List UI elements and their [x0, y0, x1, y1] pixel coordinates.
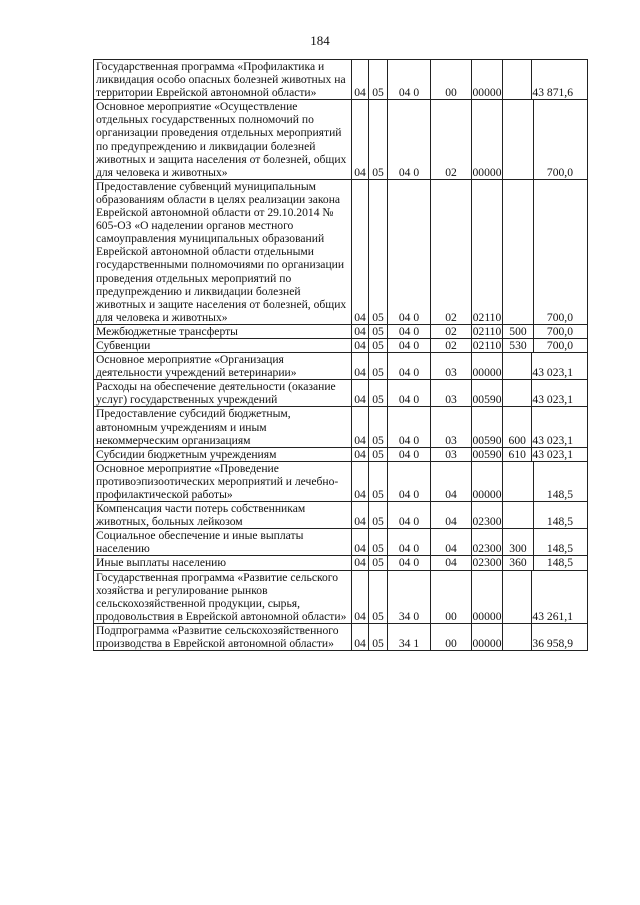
program-code: 04 0 — [388, 461, 431, 501]
expense-type-code — [503, 624, 532, 650]
subsection-code: 05 — [369, 623, 388, 650]
expense-type-code — [503, 60, 532, 99]
section-code: 04 — [352, 556, 369, 570]
expense-type-code — [503, 462, 534, 501]
row-description: Основное мероприятие «Организация деятельности учреждений ветеринарии» — [94, 353, 352, 380]
row-description: Подпрограмма «Развитие сельскохозяйственного производства в Еврейской автономной области» — [94, 623, 352, 650]
table-row — [94, 570, 588, 623]
row-description: Субвенции — [94, 338, 352, 352]
amount: 148,5 — [546, 488, 573, 501]
row-description: Предоставление субвенций муниципальным образованиям области в целях реализации закона Еврейской автономной области от 29.10.2014 № 605-ОЗ «О наделении органов местного самоуправления муниципальных образований Еврейской автономной области отдельными государственными полномочиями по организации проведения отдельных мероприятий по предупреждению и ликвидации болезней животных и защите населения от болезней, общих для человека и животных» — [94, 179, 352, 324]
activity-code: 00 — [431, 570, 472, 623]
amount: 700,0 — [546, 310, 573, 324]
section-code: 04 — [352, 179, 369, 324]
expense-type-code — [503, 571, 532, 623]
section-code: 04 — [352, 407, 369, 447]
program-code: 04 0 — [388, 380, 431, 407]
section-code: 04 — [352, 353, 369, 380]
row-description: Основное мероприятие «Проведение противоэпизоотических мероприятий и лечебно-профилактической работы» — [94, 461, 352, 501]
activity-code: 04 — [431, 502, 472, 529]
activity-code: 03 — [431, 380, 472, 407]
program-code: 04 0 — [388, 353, 431, 380]
amount: 700,0 — [546, 165, 573, 179]
expense-code: 00000 — [472, 461, 503, 501]
type-and-amount-cell — [503, 447, 588, 461]
subsection-code: 05 — [369, 461, 388, 501]
expense-code: 02110 — [472, 179, 503, 324]
table-row — [94, 529, 588, 556]
expense-type-code: 530 — [503, 339, 534, 352]
amount: 700,0 — [546, 324, 573, 338]
expense-type-code: 610 — [503, 448, 532, 461]
section-code: 04 — [352, 461, 369, 501]
expense-code: 00590 — [472, 407, 503, 447]
amount: 43 023,1 — [532, 447, 573, 461]
page-number: 184 — [310, 33, 330, 48]
section-code: 04 — [352, 502, 369, 529]
table-row — [94, 447, 588, 461]
row-description: Субсидии бюджетным учреждениям — [94, 447, 352, 461]
program-code: 34 0 — [388, 570, 431, 623]
row-description: Государственная программа «Профилактика и ликвидация особо опасных болезней животных на территории Еврейской автономной области» — [94, 60, 352, 100]
section-code: 04 — [352, 338, 369, 352]
table-row — [94, 380, 588, 407]
subsection-code: 05 — [369, 338, 388, 352]
type-and-amount-cell — [503, 529, 588, 556]
subsection-code: 05 — [369, 353, 388, 380]
expense-code: 00000 — [472, 623, 503, 650]
type-and-amount-cell — [503, 556, 588, 570]
program-code: 04 0 — [388, 324, 431, 338]
activity-code: 03 — [431, 407, 472, 447]
activity-code: 03 — [431, 447, 472, 461]
table-row — [94, 556, 588, 570]
expense-code: 00000 — [472, 60, 503, 100]
table-row — [94, 100, 588, 180]
expense-type-code: 300 — [503, 529, 534, 555]
row-description: Основное мероприятие «Осуществление отдельных государственных полномочий по организации проведения отдельных мероприятий по предупреждению и ликвидации болезней животных и защита населения от болезней, общих для человека и животных» — [94, 100, 352, 180]
section-code: 04 — [352, 324, 369, 338]
expense-code: 00590 — [472, 447, 502, 461]
section-code: 04 — [352, 380, 369, 407]
program-code: 04 0 — [388, 447, 431, 461]
row-description: Иные выплаты населению — [94, 556, 352, 570]
activity-code: 00 — [431, 623, 472, 650]
activity-code: 02 — [431, 324, 472, 338]
program-code: 34 1 — [388, 623, 431, 650]
activity-code: 02 — [431, 338, 472, 352]
table-row — [94, 324, 588, 338]
program-code: 04 0 — [388, 100, 431, 180]
section-code: 04 — [352, 60, 369, 100]
table-row — [94, 60, 588, 100]
program-code: 04 0 — [388, 60, 431, 100]
activity-code: 03 — [431, 353, 472, 380]
amount: 43 023,1 — [532, 393, 573, 407]
type-and-amount-cell — [503, 570, 588, 623]
row-description: Предоставление субсидий бюджетным, автономным учреждениям и иным некоммерческим организациям — [94, 407, 352, 447]
amount: 148,5 — [546, 515, 573, 529]
type-and-amount-cell — [503, 324, 588, 338]
amount: 43 023,1 — [532, 433, 573, 447]
activity-code: 00 — [431, 60, 472, 100]
section-code: 04 — [352, 447, 369, 461]
expense-type-code: 600 — [503, 407, 532, 446]
table-row — [94, 623, 588, 650]
subsection-code: 05 — [369, 100, 388, 180]
expense-code: 02110 — [472, 324, 502, 338]
activity-code: 04 — [431, 529, 472, 556]
amount: 36 958,9 — [532, 637, 573, 651]
row-description: Межбюджетные трансферты — [94, 324, 352, 338]
amount: 700,0 — [546, 338, 573, 352]
expense-type-code: 360 — [503, 556, 534, 569]
expense-type-code — [503, 180, 534, 324]
expense-type-code — [503, 502, 534, 528]
activity-code: 04 — [431, 556, 472, 570]
program-code: 04 0 — [388, 502, 431, 529]
table-row — [94, 502, 588, 529]
expense-code: 02110 — [472, 338, 502, 352]
type-and-amount-cell — [503, 502, 588, 529]
expense-type-code — [503, 100, 534, 179]
type-and-amount-cell — [503, 100, 588, 180]
type-and-amount-cell — [503, 60, 588, 100]
subsection-code: 05 — [369, 529, 388, 556]
budget-table — [93, 59, 588, 651]
subsection-code: 05 — [369, 324, 388, 338]
expense-type-code — [503, 353, 532, 379]
amount: 43 023,1 — [532, 366, 573, 380]
table-row — [94, 353, 588, 380]
program-code: 04 0 — [388, 338, 431, 352]
expense-code: 00000 — [472, 570, 503, 623]
activity-code: 02 — [431, 100, 472, 180]
table-row — [94, 461, 588, 501]
table-row — [94, 407, 588, 447]
subsection-code: 05 — [369, 407, 388, 447]
amount: 43 261,1 — [532, 609, 573, 623]
expense-code: 02300 — [472, 556, 502, 570]
type-and-amount-cell — [503, 380, 588, 407]
section-code: 04 — [352, 623, 369, 650]
amount: 43 871,6 — [532, 86, 573, 100]
program-code: 04 0 — [388, 556, 431, 570]
type-and-amount-cell — [503, 179, 588, 324]
row-description: Компенсация части потерь собственникам животных, больных лейкозом — [94, 502, 352, 529]
expense-code: 02300 — [472, 529, 503, 556]
table-row — [94, 179, 588, 324]
expense-type-code — [503, 380, 532, 406]
program-code: 04 0 — [388, 529, 431, 556]
section-code: 04 — [352, 570, 369, 623]
expense-code: 02300 — [472, 502, 503, 529]
subsection-code: 05 — [369, 502, 388, 529]
row-description: Государственная программа «Развитие сельского хозяйства и регулирование рынков сельскохозяйственной продукции, сырья, продовольствия в Еврейской автономной области» — [94, 570, 352, 623]
program-code: 04 0 — [388, 407, 431, 447]
row-description: Социальное обеспечение и иные выплаты населению — [94, 529, 352, 556]
type-and-amount-cell — [503, 353, 588, 380]
expense-code: 00590 — [472, 380, 503, 407]
subsection-code: 05 — [369, 60, 388, 100]
subsection-code: 05 — [369, 570, 388, 623]
expense-type-code: 500 — [503, 325, 534, 338]
type-and-amount-cell — [503, 461, 588, 501]
table-row — [94, 338, 588, 352]
amount: 148,5 — [546, 542, 573, 556]
subsection-code: 05 — [369, 447, 388, 461]
amount: 148,5 — [546, 556, 573, 570]
program-code: 04 0 — [388, 179, 431, 324]
subsection-code: 05 — [369, 380, 388, 407]
section-code: 04 — [352, 100, 369, 180]
type-and-amount-cell — [503, 407, 588, 447]
subsection-code: 05 — [369, 556, 388, 570]
section-code: 04 — [352, 529, 369, 556]
row-description: Расходы на обеспечение деятельности (оказание услуг) государственных учреждений — [94, 380, 352, 407]
type-and-amount-cell — [503, 338, 588, 352]
expense-code: 00000 — [472, 353, 503, 380]
activity-code: 04 — [431, 461, 472, 501]
activity-code: 02 — [431, 179, 472, 324]
subsection-code: 05 — [369, 179, 388, 324]
expense-code: 00000 — [472, 100, 503, 180]
type-and-amount-cell — [503, 623, 588, 650]
